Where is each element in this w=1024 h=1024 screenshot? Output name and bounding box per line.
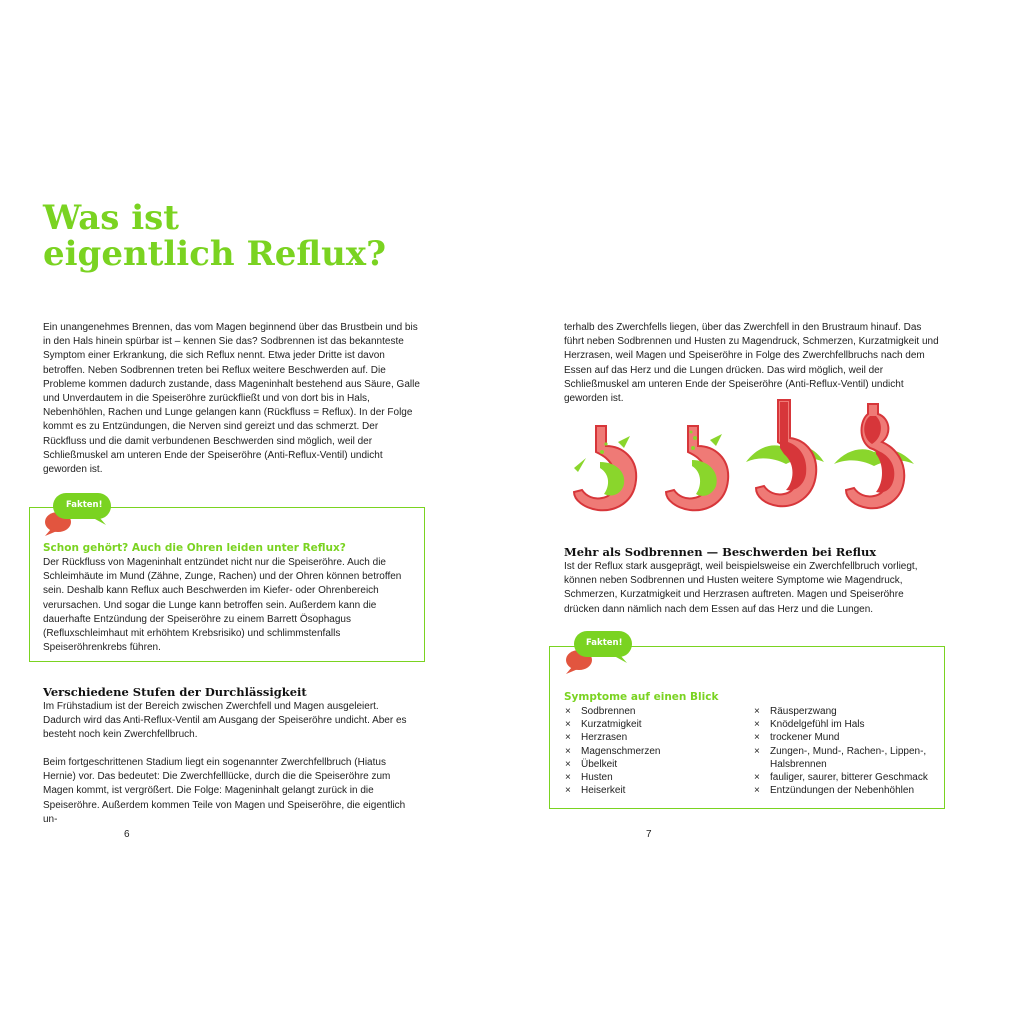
list-item: × Herzrasen <box>565 732 628 744</box>
x-bullet-icon: × <box>565 785 571 797</box>
list-item: × Entzündungen der Nebenhöhlen <box>754 785 915 797</box>
symptoms-paragraph: Ist der Reflux stark ausgeprägt, weil beispielsweise ein Zwerchfellbruch vorliegt, können neben Sodbrennen und Husten weitere Symptome wie Magendruck, Schmerzen, Kurzatmigkeit und Herzrasen auftreten. Magen und Speiseröhre drücken dann nämlich nach dem Essen auf das Herz und die Lungen. <box>564 561 918 615</box>
stages-paragraph-1: Im Frühstadium ist der Bereich zwischen Zwerchfell und Magen ausgeleiert. Dadurch wird das Anti-Reflux-Ventil am Ausgang der Speiseröhre undicht. Aber es besteht noch kein Zwerchfellbruch. <box>43 701 407 741</box>
page-number-left: 6 <box>124 829 130 840</box>
list-item: × Heiserkeit <box>565 785 626 797</box>
symptom-list-left <box>564 705 744 797</box>
x-bullet-icon: × <box>565 706 571 717</box>
fact-box-title: Schon gehört? Auch die Ohren leiden unter Reflux? <box>43 542 346 554</box>
stomach-stage-3-icon <box>744 398 826 514</box>
list-item: × Räusperzwang <box>754 706 837 717</box>
page-title <box>43 200 483 272</box>
x-bullet-icon: × <box>754 719 760 731</box>
symptoms-box-title: Symptome auf einen Blick <box>564 691 719 703</box>
x-bullet-icon: × <box>754 706 760 717</box>
x-bullet-icon: × <box>565 745 571 757</box>
speech-bubble-icon <box>564 627 636 675</box>
x-bullet-icon: × <box>754 772 760 784</box>
list-item: × Sodbrennen <box>565 706 636 717</box>
x-bullet-icon: × <box>754 745 760 757</box>
title-line-2: eigentlich Reflux? <box>43 234 386 274</box>
intro-paragraph: Ein unangenehmes Brennen, das vom Magen beginnend über das Brustbein und bis in den Hals hinein spürbar ist – kennen Sie das? Sodbrennen ist das bekannteste Symptom einer Erkrankung, die sich Reflux nennt. Etwa jeder Dritte ist davon betroffen. Neben Sodbrennen treten bei Reflux weitere Beschwerden auf. Die Probleme kommen dadurch zustande, dass Mageninhalt bestehend aus Säure, Galle und Unverdautem in die Speiseröhre zurückfließt und von dort bis in Hals, Nebenhöhlen, Rachen und Lunge gelangen kann (Rückfluss = Reflux). In der Folge kommt es zu Entzündungen, die Nerven sind gereizt und das schmerzt. Der Rückfluss und die damit verbundenen Beschwerden sind möglich, weil der Schließmuskel am unteren Ende der Speiseröhre (Anti-Reflux-Ventil) undicht geworden ist. <box>43 322 420 476</box>
section-heading-stages: Verschiedene Stufen der Durchlässigkeit <box>43 685 307 699</box>
stomach-stage-1-icon <box>566 422 644 514</box>
symptom-list-right <box>753 705 933 797</box>
stages-paragraph-2: Beim fortgeschrittenen Stadium liegt ein sogenannter Zwerchfellbruch (Hiatus Hernie) vor. Das bedeutet: Die Zwerchfelllücke, durch die die Speiseröhre zum Magen kommt, ist vergrößert. Die Folge: Mageninhalt gelangt zurück in die Speiseröhre. Außerdem kommen Teile von Magen und Speiseröhre, die eigentlich un- <box>43 757 406 825</box>
speech-bubble-icon <box>43 489 115 537</box>
list-item: × fauliger, saurer, bitterer Geschmack <box>754 772 928 784</box>
title-line-1: Was ist <box>43 198 179 238</box>
fact-label: Fakten! <box>586 638 623 648</box>
x-bullet-icon: × <box>565 772 571 784</box>
page-number-right: 7 <box>646 829 652 840</box>
x-bullet-icon: × <box>565 732 571 744</box>
list-item: × Knödelgefühl im Hals <box>754 719 865 731</box>
x-bullet-icon: × <box>754 785 760 797</box>
list-item: × Zungen-, Mund-, Rachen-, Lippen-, Halsbrennen <box>754 745 927 770</box>
x-bullet-icon: × <box>565 719 571 731</box>
x-bullet-icon: × <box>754 732 760 744</box>
list-item: × Übelkeit <box>565 758 618 770</box>
list-item: × Magenschmerzen <box>565 745 661 757</box>
x-bullet-icon: × <box>565 758 571 770</box>
fact-label: Fakten! <box>66 500 103 510</box>
continued-paragraph: terhalb des Zwerchfells liegen, über das Zwerchfell in den Brustraum hinauf. Das führt neben Sodbrennen und Husten zu Magendruck, Schmerzen, Kurzatmigkeit und Herzrasen, weil Magen und Speiseröhre in Folge des Zwerchfellbruchs nach dem Essen auf das Herz und die Lungen drücken. Das wird möglich, weil der Schließmuskel am unteren Ende der Speiseröhre (Anti-Reflux-Ventil) undicht geworden ist. <box>564 322 939 405</box>
list-item: × Kurzatmigkeit <box>565 719 642 731</box>
list-item: × trockener Mund <box>754 732 840 744</box>
list-item: × Husten <box>565 772 613 784</box>
stomach-stage-2-icon <box>658 422 736 514</box>
fact-box-text: Der Rückfluss von Mageninhalt entzündet nicht nur die Speiseröhre. Auch die Schleimhäute im Mund (Zähne, Zunge, Rachen) und der Ohren können betroffen sein. Deshalb kann Reflux auch Beschwerden im Kiefer- oder Ohrenbereich verursachen. Und sogar die Lunge kann betroffen sein. Außerdem kann die dauerhafte Entzündung der Speiseröhre zu einem Barrett Ösophagus (Refluxschleimhaut mit erhöhtem Krebsrisiko) und schlimmstenfalls Speiseröhrenkrebs führen. <box>43 557 402 654</box>
section-heading-symptoms: Mehr als Sodbrennen — Beschwerden bei Reflux <box>564 545 877 559</box>
stomach-illustrations <box>566 398 916 514</box>
stomach-stage-4-icon <box>832 402 916 514</box>
